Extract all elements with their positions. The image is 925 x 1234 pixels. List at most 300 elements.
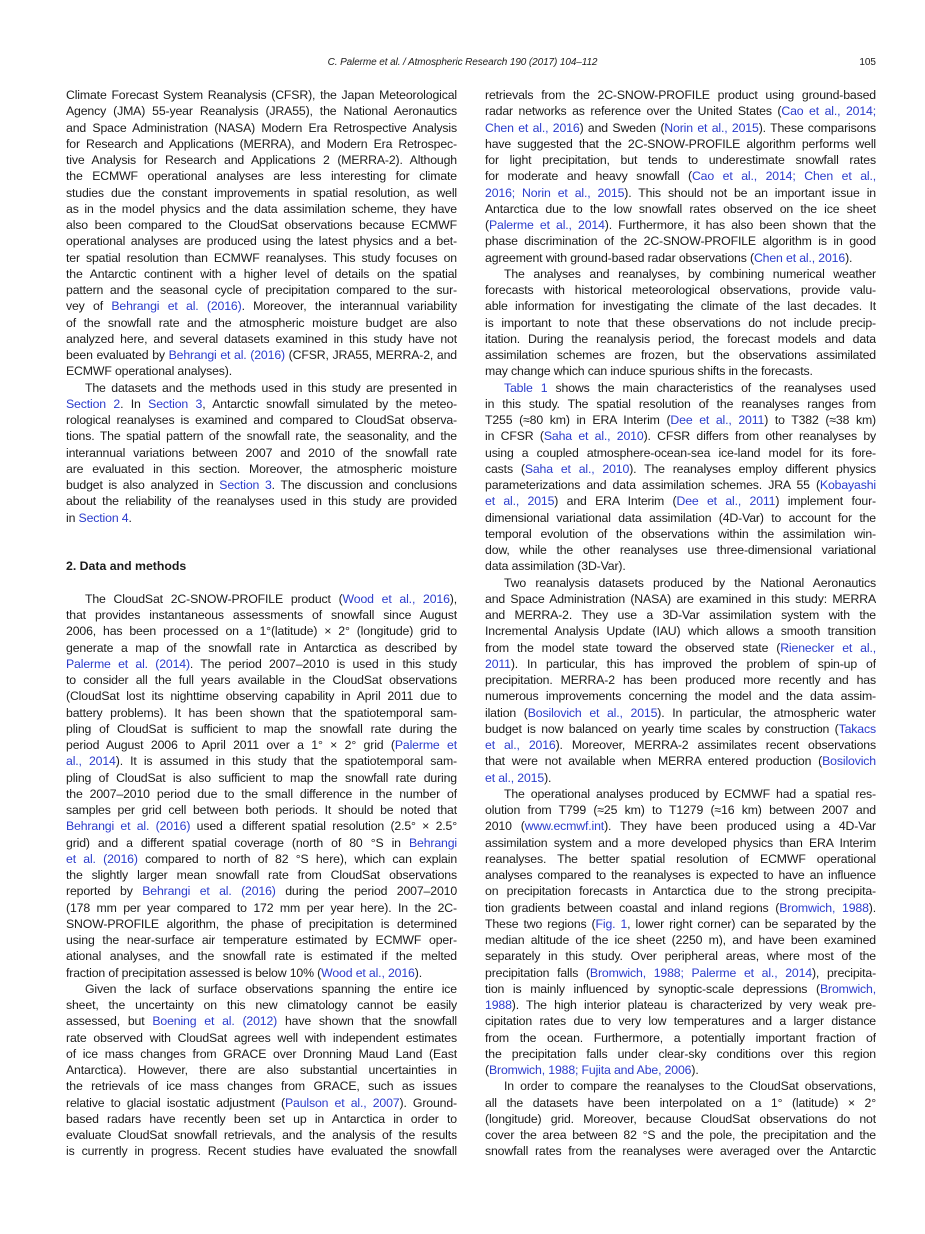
text-line bbox=[66, 1095, 457, 1111]
text-line bbox=[66, 396, 457, 412]
text-line bbox=[485, 1111, 876, 1127]
line-text: (CFSR, JRA55, MERRA-2, and bbox=[284, 348, 457, 362]
text-line bbox=[485, 331, 876, 347]
line-text: and MERRA-2. They use a 3D-Var assimilation system with the bbox=[485, 608, 876, 622]
line-text: studies due the constant improvements in spatial resolution, as well bbox=[66, 185, 457, 200]
citation-link[interactable]: Section 4 bbox=[78, 510, 129, 525]
line-text: also been compared to the CloudSat observations because ECMWF bbox=[66, 218, 457, 232]
text-line bbox=[66, 428, 457, 444]
text-line bbox=[485, 997, 876, 1013]
citation-link[interactable]: et al., 2015 bbox=[485, 494, 555, 509]
citation-link[interactable]: Rienecker et al., bbox=[780, 640, 876, 655]
line-text: been evaluated by bbox=[66, 348, 169, 362]
line-text: is currently in progress. Recent studies have evaluated the snowfall bbox=[66, 1144, 457, 1159]
text-line bbox=[66, 282, 457, 298]
text-line bbox=[485, 802, 876, 818]
line-text: (longitude) grid. Moreover, because CloudSat observations do not bbox=[485, 1111, 876, 1126]
line-text: is important to note that these observations do not include precip- bbox=[485, 315, 876, 330]
citation-link[interactable]: 1988 bbox=[485, 998, 512, 1012]
text-line bbox=[485, 526, 876, 542]
text-line bbox=[66, 201, 457, 217]
text-line bbox=[485, 233, 876, 249]
text-line bbox=[66, 607, 457, 623]
line-text: using a coupled atmosphere-ocean-sea ice-land model for its fore- bbox=[485, 445, 876, 460]
line-text: assimilation system and a more developed physics than ERA Interim bbox=[485, 835, 876, 850]
text-line bbox=[66, 770, 457, 786]
line-text: (CloudSat lost its nighttime observing capability in April 2011 due to bbox=[66, 689, 457, 704]
line-text: . The period 2007–2010 is used in this study bbox=[189, 656, 457, 671]
line-text: data assimilation (3D-Var). bbox=[485, 559, 626, 574]
line-text: assimilation schemes are frozen, but the observations assimilated bbox=[485, 348, 876, 362]
text-line bbox=[485, 770, 876, 786]
citation-link[interactable]: Boening et al. (2012) bbox=[152, 1014, 278, 1029]
line-text: ). In particular, this has improved the problem of spin-up of bbox=[510, 656, 876, 671]
line-text: retrievals from the 2C-SNOW-PROFILE product using ground-based bbox=[485, 88, 876, 102]
text-line bbox=[66, 640, 457, 656]
citation-link[interactable]: al., 2014 bbox=[66, 754, 116, 769]
line-text: operational analyses are produced using the latest physics and a bet- bbox=[66, 234, 457, 249]
line-text: pling of CloudSat is also sufficient to map the snowfall rate during bbox=[66, 770, 457, 785]
line-text: ). bbox=[414, 965, 422, 980]
text-line bbox=[66, 233, 457, 249]
line-text: ) and Sweden ( bbox=[579, 120, 665, 135]
line-text: Antarctica due to the low snowfall rates observed on the ice sheet bbox=[485, 201, 876, 216]
line-text: compared to north of 82 °S here), which can explain bbox=[137, 851, 457, 866]
line-text: ) to T382 (≈38 km) bbox=[764, 413, 876, 427]
line-text: ). Moreover, MERRA-2 assimilates recent observations bbox=[555, 738, 876, 752]
text-line bbox=[485, 315, 876, 331]
text-line bbox=[66, 1143, 457, 1159]
line-text: the Antarctic continent with a higher level of details on the spatial bbox=[66, 266, 457, 281]
line-text: In order to compare the reanalyses to the CloudSat observations, bbox=[504, 1079, 876, 1094]
spacer bbox=[66, 542, 457, 558]
line-text: based radars have recently been set up in Antarctica in order to bbox=[66, 1111, 457, 1126]
text-line bbox=[485, 168, 876, 184]
running-header bbox=[0, 56, 925, 72]
line-text: have suggested that the 2C-SNOW-PROFILE algorithm performs well bbox=[485, 136, 876, 151]
line-text: pattern and the seasonal cycle of precipitation compared to the sur- bbox=[66, 283, 457, 297]
text-line bbox=[485, 753, 876, 769]
text-line bbox=[485, 981, 876, 997]
citation-link[interactable]: Bosilovich et al., 2015 bbox=[527, 705, 658, 720]
text-line bbox=[485, 445, 876, 461]
line-text: analyzed here, and several datasets examined in this study have not bbox=[66, 331, 457, 346]
text-line bbox=[66, 623, 457, 639]
line-text: as in the model physics and the data assimilation scheme, they have bbox=[66, 201, 457, 216]
text-line bbox=[485, 428, 876, 444]
text-line bbox=[485, 250, 876, 266]
line-text: in CFSR ( bbox=[485, 429, 544, 444]
line-text: , lower right corner) can be separated by the bbox=[627, 916, 876, 931]
line-text: Climate Forecast System Reanalysis (CFSR), the Japan Meteorological bbox=[66, 88, 457, 102]
line-text: vey of bbox=[66, 299, 112, 314]
text-line bbox=[485, 363, 876, 379]
line-text: Agency (JMA) 55-year Reanalysis (JRA55), the National Aeronautics bbox=[66, 104, 457, 119]
text-line bbox=[485, 786, 876, 802]
citation-link[interactable]: Saha et al., 2010 bbox=[543, 429, 644, 444]
line-text: reported by bbox=[66, 884, 143, 899]
line-text: tions. The spatial pattern of the snowfall rate, the seasonality, and the bbox=[66, 429, 457, 444]
line-text: for moderate and heavy snowfall ( bbox=[485, 169, 692, 184]
citation-link[interactable]: Behrangi et al. (2016) bbox=[142, 884, 276, 899]
text-line bbox=[485, 965, 876, 981]
line-text: ). It is assumed in this study that the spatiotemporal sam- bbox=[115, 754, 457, 769]
line-text: samples per grid cell between both periods. It should be noted that bbox=[66, 803, 457, 817]
citation-link[interactable]: Section 2 bbox=[66, 396, 121, 411]
line-text: Antarctica). However, there are also substantial uncertainties in bbox=[66, 1063, 457, 1077]
text-line bbox=[485, 201, 876, 217]
line-text: precipitation falls ( bbox=[485, 965, 590, 980]
citation-link[interactable]: Behrangi et al. (2016) bbox=[66, 819, 191, 834]
line-text: on precipitation forecasts in Antarctica due to the strong precipita- bbox=[485, 884, 876, 899]
line-text: for light precipitation, but tends to underestimate snowfall rates bbox=[485, 153, 876, 167]
citation-link[interactable]: Chen et al., 2016 bbox=[485, 120, 580, 135]
citation-link[interactable]: Bosilovich bbox=[822, 754, 876, 769]
line-text: in bbox=[66, 510, 79, 525]
text-line bbox=[485, 298, 876, 314]
citation-link[interactable]: Takacs bbox=[838, 721, 876, 736]
text-line bbox=[485, 103, 876, 119]
line-text: ). Ground- bbox=[399, 1095, 457, 1110]
text-line bbox=[66, 948, 457, 964]
line-text: , Antarctic snowfall simulated by the meteo- bbox=[202, 396, 457, 411]
citation-link[interactable]: Palerme et al., 2014 bbox=[488, 218, 605, 232]
citation-link[interactable]: Section 3 bbox=[219, 478, 272, 492]
section-heading: 2. Data and methods bbox=[66, 559, 187, 574]
line-text: reanalyses. The better spatial resolution of ECMWF operational bbox=[485, 851, 876, 866]
line-text: interannual variations between 2007 and 2010 of the snowfall rate bbox=[66, 445, 457, 460]
line-text: . Moreover, the interannual variability bbox=[241, 299, 457, 314]
line-text: assessed, but bbox=[66, 1014, 153, 1029]
line-text: ). The reanalyses employ different physics bbox=[629, 461, 876, 476]
text-line bbox=[485, 87, 876, 103]
text-line bbox=[485, 461, 876, 477]
text-line bbox=[485, 347, 876, 363]
text-line bbox=[66, 672, 457, 688]
text-line bbox=[485, 185, 876, 201]
text-line bbox=[485, 851, 876, 867]
text-line bbox=[485, 1062, 876, 1078]
text-line bbox=[485, 120, 876, 136]
citation-link[interactable]: Wood et al., 2016 bbox=[321, 965, 415, 980]
line-text: able information for investigating the climate of the last decades. It bbox=[485, 299, 876, 314]
line-text: pling of CloudSat is sufficient to map the snowfall rate during the bbox=[66, 721, 457, 736]
line-text: ), precipita- bbox=[811, 965, 876, 980]
text-line bbox=[485, 1046, 876, 1062]
line-text: ). These comparisons bbox=[758, 120, 876, 135]
line-text: fraction of precipitation assessed is below 10% ( bbox=[66, 965, 322, 980]
line-text: relative to glacial isostatic adjustment ( bbox=[66, 1095, 285, 1110]
line-text: parameterizations and data assimilation schemes. JRA 55 ( bbox=[485, 478, 820, 492]
text-line bbox=[66, 802, 457, 818]
text-line bbox=[485, 932, 876, 948]
citation-link[interactable]: Bromwich, bbox=[819, 981, 876, 996]
line-text: ), bbox=[449, 591, 457, 606]
line-text: casts ( bbox=[485, 461, 525, 476]
citation-link[interactable]: Wood et al., 2016 bbox=[342, 591, 450, 606]
line-text: ). CFSR differs from other reanalyses by bbox=[643, 429, 876, 444]
citation-link[interactable]: Cao et al., 2014; Chen et al., bbox=[691, 169, 876, 184]
line-text: The analyses and reanalyses, by combining numerical weather bbox=[504, 266, 876, 281]
spacer bbox=[66, 526, 457, 542]
text-line bbox=[485, 510, 876, 526]
text-line bbox=[66, 266, 457, 282]
text-line bbox=[66, 380, 457, 396]
text-line bbox=[485, 396, 876, 412]
citation-link[interactable]: Bromwich, 1988; Palerme et al., 2014 bbox=[589, 965, 812, 980]
line-text: These two regions ( bbox=[485, 916, 596, 931]
text-line bbox=[66, 916, 457, 932]
line-text: . The discussion and conclusions bbox=[271, 478, 457, 492]
text-line bbox=[66, 315, 457, 331]
citation-link[interactable]: Bromwich, 1988 bbox=[779, 900, 869, 915]
text-line bbox=[66, 412, 457, 428]
line-text: generate a map of the snowfall rate in Antarctica as described by bbox=[66, 640, 457, 655]
citation-link[interactable]: Section 3 bbox=[148, 396, 203, 411]
text-line bbox=[485, 705, 876, 721]
line-text: tive Analysis for Research and Applications 2 (MERRA-2). Although bbox=[66, 153, 457, 167]
citation-link[interactable]: www.ecmwf.int bbox=[524, 819, 605, 834]
line-text: ter spatial resolution than ECMWF reanalyses. This study focuses on bbox=[66, 250, 457, 265]
text-line bbox=[66, 981, 457, 997]
citation-link[interactable]: Behrangi et al. (2016) bbox=[111, 299, 242, 314]
text-line bbox=[485, 721, 876, 737]
running-head-citation: C. Palerme et al. / Atmospheric Research 190 (2017) 104–112 bbox=[327, 57, 598, 68]
text-line bbox=[66, 818, 457, 834]
text-line bbox=[485, 835, 876, 851]
text-line bbox=[66, 347, 457, 363]
line-text: during the period 2007–2010 bbox=[275, 884, 457, 899]
text-line bbox=[66, 1127, 457, 1143]
line-text: analyses compared to the reanalyses is expected to have an influence bbox=[485, 868, 876, 882]
line-text: using the near-surface air temperature estimated by ECMWF oper- bbox=[66, 933, 457, 947]
citation-link[interactable]: Behrangi et al. (2016) bbox=[168, 348, 285, 362]
line-text: numerous improvements concerning the model and the data assim- bbox=[485, 689, 876, 704]
text-line bbox=[66, 1030, 457, 1046]
text-line bbox=[66, 1062, 457, 1078]
text-line bbox=[66, 900, 457, 916]
text-line bbox=[66, 185, 457, 201]
text-line bbox=[485, 883, 876, 899]
line-text: (178 mm per year compared to 172 mm per year here). In the 2C- bbox=[66, 900, 457, 915]
line-text: cipitation rates due to very low temperatures and a larger distance bbox=[485, 1014, 876, 1029]
citation-link[interactable]: et al., 2016 bbox=[485, 738, 556, 752]
text-line bbox=[66, 120, 457, 136]
line-text: Two reanalysis datasets produced by the National Aeronautics bbox=[504, 575, 876, 590]
line-text: The datasets and the methods used in this study are presented in bbox=[85, 380, 457, 395]
text-line bbox=[66, 835, 457, 851]
text-line bbox=[66, 168, 457, 184]
line-text: about the reliability of the reanalyses used in this study are provided bbox=[66, 494, 457, 509]
citation-link[interactable]: Paulson et al., 2007 bbox=[284, 1095, 400, 1110]
citation-link[interactable]: Table 1 bbox=[504, 380, 548, 395]
text-line bbox=[485, 818, 876, 834]
line-text: median altitude of the ice sheet (2250 m), and have been examined bbox=[485, 933, 876, 947]
line-text: budget is now balanced on yearly time scales by construction ( bbox=[485, 721, 839, 736]
text-line bbox=[485, 380, 876, 396]
text-line bbox=[66, 656, 457, 672]
line-text: phase discrimination of the 2C-SNOW-PROFILE algorithm is in good bbox=[485, 234, 876, 249]
line-text: the ECMWF operational analyses are less interesting for climate bbox=[66, 169, 457, 184]
right-text-column bbox=[485, 87, 876, 1160]
line-text: period August 2006 to April 2011 over a 1° × 2° grid ( bbox=[66, 738, 395, 752]
line-text: and Space Administration (NASA) are examined in this study: MERRA bbox=[485, 591, 876, 606]
text-line bbox=[485, 591, 876, 607]
line-text: tion is mainly influenced by synoptic-scale depressions ( bbox=[485, 981, 820, 996]
line-text: ). bbox=[544, 770, 552, 785]
text-line bbox=[66, 217, 457, 233]
citation-link[interactable]: et al., 2015 bbox=[485, 770, 545, 785]
text-line bbox=[66, 591, 457, 607]
page-number: 105 bbox=[859, 57, 876, 68]
text-line bbox=[66, 103, 457, 119]
line-text: that were not available when MERRA entered production ( bbox=[485, 754, 823, 769]
text-line bbox=[66, 1111, 457, 1127]
text-line bbox=[66, 152, 457, 168]
line-text: The CloudSat 2C-SNOW-PROFILE product ( bbox=[85, 591, 343, 606]
citation-link[interactable]: 2011 bbox=[485, 656, 511, 671]
line-text: the precipitation falls under clear-sky conditions over this region bbox=[485, 1046, 876, 1061]
line-text: budget is also analyzed in bbox=[66, 478, 220, 492]
line-text: temporal evolution of the observations within the assimilation win- bbox=[485, 526, 876, 541]
text-line bbox=[66, 331, 457, 347]
text-line bbox=[485, 867, 876, 883]
text-line bbox=[66, 298, 457, 314]
citation-link[interactable]: et al. (2016) bbox=[66, 851, 138, 866]
text-line bbox=[485, 916, 876, 932]
line-text: 2010 ( bbox=[485, 819, 525, 834]
line-text: evaluate CloudSat snowfall retrievals, and the analysis of the results bbox=[66, 1128, 457, 1142]
line-text: radar networks as reference over the United States ( bbox=[485, 104, 782, 119]
line-text: of the snowfall rate and the atmospheric moisture budget are also bbox=[66, 315, 457, 330]
text-line bbox=[485, 217, 876, 233]
text-line bbox=[485, 688, 876, 704]
line-text: ( bbox=[485, 218, 489, 232]
line-text: Given the lack of surface observations spanning the entire ice bbox=[85, 981, 457, 996]
text-line bbox=[485, 1013, 876, 1029]
line-text: grid) and a different spatial coverage (north of 80 °S in bbox=[66, 835, 409, 850]
citation-link[interactable]: 2016; Norin et al., 2015 bbox=[485, 185, 625, 200]
text-line bbox=[66, 688, 457, 704]
text-line bbox=[485, 672, 876, 688]
line-text: all the datasets have been interpolated on a 1° (latitude) × 2° bbox=[485, 1095, 876, 1110]
text-line bbox=[485, 640, 876, 656]
line-text: the retrievals of ice mass changes from GRACE, such as issues bbox=[66, 1079, 457, 1094]
text-line bbox=[66, 87, 457, 103]
line-text: have shown that the snowfall bbox=[277, 1014, 457, 1029]
citation-link[interactable]: Dee et al., 2011 bbox=[670, 413, 765, 427]
line-text: ilation ( bbox=[485, 705, 528, 720]
text-line bbox=[485, 136, 876, 152]
line-text: olution from T799 (≈25 km) to T1279 (≈16 km) between 2007 and bbox=[485, 803, 876, 817]
line-text: ). Furthermore, it has also been shown that the bbox=[604, 218, 876, 232]
line-text: from the model state toward the observed state ( bbox=[485, 640, 781, 655]
line-text: that provides instantaneous assessments of snowfall since August bbox=[66, 608, 457, 622]
text-line bbox=[66, 965, 457, 981]
line-text: ) and ERA Interim ( bbox=[554, 494, 677, 509]
line-text: cover the area between 82 °S and the pole, the precipitation and the bbox=[485, 1128, 876, 1142]
citation-link[interactable]: Fig. 1 bbox=[595, 916, 628, 931]
line-text: ECMWF operational analyses). bbox=[66, 364, 232, 379]
line-text: ). bbox=[691, 1063, 699, 1077]
citation-link[interactable]: Kobayashi bbox=[819, 478, 876, 492]
line-text: snowfall rates from the reanalyses were averaged over the Antarctic bbox=[485, 1144, 876, 1159]
citation-link[interactable]: Palerme et bbox=[394, 738, 457, 752]
line-text: used a different spatial resolution (2.5° × 2.5° bbox=[190, 819, 457, 834]
line-text: rate observed with CloudSat agrees well with independent estimates bbox=[66, 1030, 457, 1045]
line-text: shows the main characteristics of the reanalyses used bbox=[547, 380, 876, 395]
text-line bbox=[485, 152, 876, 168]
left-text-column bbox=[66, 87, 457, 1160]
spacer bbox=[66, 575, 457, 591]
citation-link[interactable]: Chen et al., 2016 bbox=[753, 250, 846, 265]
line-text: precipitation. MERRA-2 has been produced more recently and has bbox=[485, 673, 876, 687]
line-text: ). They have been produced using a 4D-Var bbox=[604, 819, 876, 834]
citation-link[interactable]: Cao et al., 2014; bbox=[781, 104, 876, 119]
text-line bbox=[66, 705, 457, 721]
line-text: to consider all the full years available in the CloudSat observations bbox=[66, 673, 457, 687]
citation-link[interactable]: Norin et al., 2015 bbox=[664, 120, 759, 135]
line-text: ). In particular, the atmospheric water bbox=[657, 705, 876, 720]
text-line bbox=[485, 1030, 876, 1046]
line-text: ational analyses, and the snowfall rate is estimated if the melted bbox=[66, 949, 457, 964]
line-text: agreement with ground-based radar observations ( bbox=[485, 250, 754, 265]
text-line bbox=[485, 575, 876, 591]
line-text: ) implement four- bbox=[775, 494, 876, 509]
text-line bbox=[485, 607, 876, 623]
text-line bbox=[66, 851, 457, 867]
line-text: for Research and Applications (MERRA), and Modern Era Retrospec- bbox=[66, 136, 457, 151]
line-text: dimensional variational data assimilation (4D-Var) to account for the bbox=[485, 510, 876, 525]
text-line bbox=[66, 883, 457, 899]
text-line bbox=[485, 493, 876, 509]
line-text: separately in this study. Over peripheral areas, where most of the bbox=[485, 949, 876, 964]
line-text: and Space Administration (NASA) Modern Era Retrospective Analysis bbox=[66, 120, 457, 135]
text-line bbox=[66, 510, 457, 526]
line-text: ). bbox=[868, 900, 876, 915]
citation-link[interactable]: Bromwich, 1988; Fujita and Abe, 2006 bbox=[488, 1063, 692, 1077]
text-line bbox=[66, 721, 457, 737]
text-line bbox=[66, 753, 457, 769]
text-line bbox=[485, 282, 876, 298]
text-line bbox=[66, 493, 457, 509]
text-line bbox=[66, 1078, 457, 1094]
line-text: ( bbox=[485, 1063, 489, 1077]
line-text: of ice mass changes from GRACE over Dronning Maud Land (East bbox=[66, 1046, 457, 1061]
citation-link[interactable]: Saha et al., 2010 bbox=[524, 461, 630, 476]
citation-link[interactable]: Dee et al., 2011 bbox=[676, 494, 776, 509]
text-line bbox=[66, 445, 457, 461]
text-line bbox=[485, 266, 876, 282]
text-line bbox=[485, 542, 876, 558]
text-line bbox=[485, 948, 876, 964]
line-text: rological reanalyses is examined and compared to CloudSat observa- bbox=[66, 413, 457, 427]
citation-link[interactable]: Palerme et al. (2014) bbox=[66, 656, 190, 671]
text-line bbox=[66, 737, 457, 753]
line-text: itation. During the reanalysis period, the forecast models and data bbox=[485, 331, 876, 346]
line-text: are evaluated in this section. Moreover, the atmospheric moisture bbox=[66, 461, 457, 476]
citation-link[interactable]: Behrangi bbox=[408, 835, 457, 850]
text-line bbox=[485, 1127, 876, 1143]
line-text: the slightly larger mean snowfall rate from CloudSat observations bbox=[66, 868, 457, 882]
text-line bbox=[485, 558, 876, 574]
line-text: The operational analyses produced by ECMWF had a spatial res- bbox=[504, 786, 876, 801]
text-line bbox=[485, 477, 876, 493]
line-text: . bbox=[128, 510, 132, 525]
text-line bbox=[485, 412, 876, 428]
text-line bbox=[66, 1046, 457, 1062]
text-line bbox=[485, 1095, 876, 1111]
